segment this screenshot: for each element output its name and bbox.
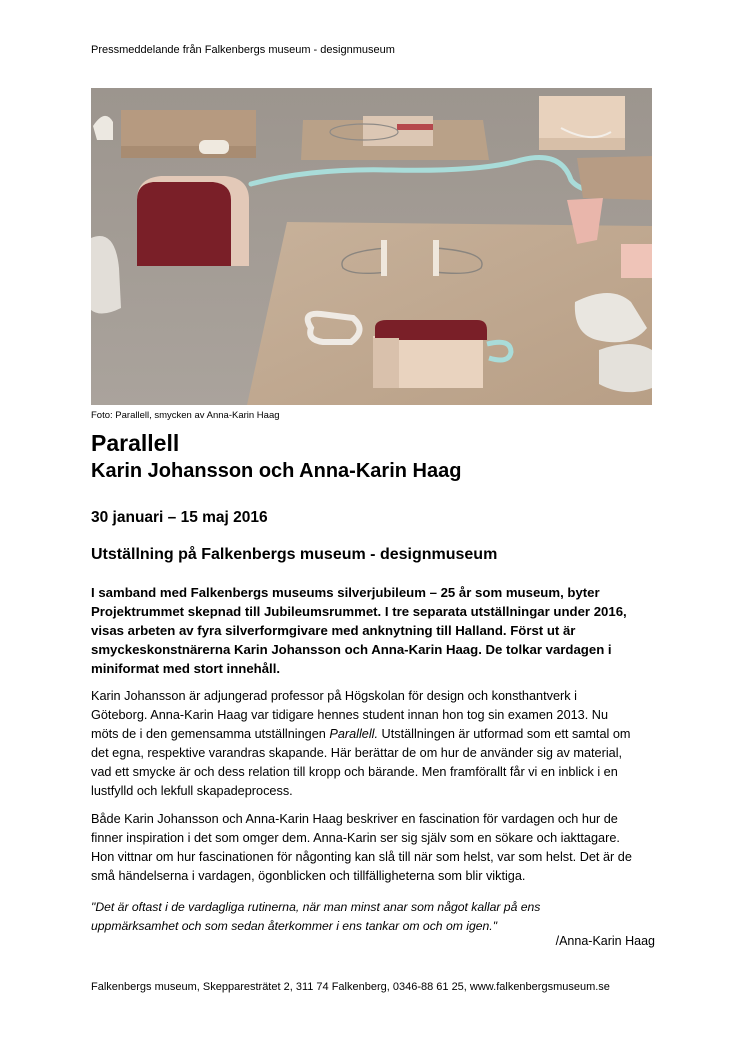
photo-caption: Foto: Parallell, smycken av Anna-Karin Haag — [91, 410, 280, 421]
white-sculpture-2 — [599, 344, 652, 392]
paragraph-line: lustfylld och lekfull skapadeprocess. — [91, 784, 293, 798]
paragraph-line — [91, 725, 661, 744]
paragraph-line: Hon vittnar om hur fascinationen för någonting kan slå till när som helst, var som helst. Det är de — [91, 850, 632, 864]
lead-line: Projektrummet skepnad till Jubileumsrummet. I tre separata utställningar under 2016, — [91, 604, 627, 619]
earring-left-bar — [381, 240, 387, 276]
document-header: Pressmeddelande från Falkenbergs museum - designmuseum — [91, 44, 395, 56]
quote-line: uppmärksamhet och som sedan återkommer i ens tankar om och om igen." — [91, 919, 498, 933]
section-heading: Utställning på Falkenbergs museum - designmuseum — [91, 546, 498, 563]
paragraph-text: Utställningen är utformad som ett samtal om — [378, 727, 631, 741]
page-title: Parallell — [91, 430, 180, 456]
box-top-right-side — [539, 138, 625, 150]
quote-line: "Det är oftast i de vardagliga rutinerna, när man minst anar som något kallar på ens — [91, 900, 541, 914]
exhibition-photo — [91, 88, 652, 405]
small-box-stripe — [397, 124, 433, 130]
paragraph-line: Karin Johansson är adjungerad professor på Högskolan för design och konsthantverk i — [91, 689, 577, 703]
pink-block — [621, 244, 652, 278]
page-subtitle: Karin Johansson och Anna-Karin Haag — [91, 460, 462, 482]
box-front-top — [375, 320, 487, 340]
lead-paragraph — [91, 583, 661, 678]
paragraph-line: det egna, respektive varandras skapande. Här berättar de om hur de använder sig av material, — [91, 746, 623, 760]
lead-line: smyckeskonstnärerna Karin Johansson och Anna-Karin Haag. De tolkar vardagen i — [91, 642, 612, 657]
paragraph-line: små händelserna i vardagen, ögonblicken och tillfälligheterna som blir viktiga. — [91, 869, 526, 883]
lead-line: visas arbeten av fyra silverformgivare med anknytning till Halland. Först ut är — [91, 623, 576, 638]
paragraph-line: Både Karin Johansson och Anna-Karin Haag beskriver en fascination för vardagen och hur de — [91, 812, 618, 826]
board-right — [577, 156, 652, 200]
footer-contact: Falkenbergs museum, Skepparesträtet 2, 311 74 Falkenberg, 0346-88 61 25, www.falkenbergsmuseum.se — [91, 981, 610, 993]
board-top-left-front — [121, 146, 256, 158]
body-paragraph-1 — [91, 687, 661, 801]
paragraph-line: Göteborg. Anna-Karin Haag var tidigare hennes student innan hon tog sin examen 2013. Nu — [91, 708, 609, 722]
exhibition-dates: 30 januari – 15 maj 2016 — [91, 509, 268, 526]
paragraph-line: finner inspiration i det som omger dem. Anna-Karin ser sig själv som en sökare och iakttagare. — [91, 831, 620, 845]
quote-author: /Anna-Karin Haag — [555, 934, 655, 948]
wine-red-face — [137, 182, 231, 266]
box-front-side — [373, 338, 399, 388]
paragraph-line: vad ett smycke är och dess relation till kropp och bärande. Men framförallt får vi en inblick i en — [91, 765, 618, 779]
board-top-left — [121, 110, 256, 152]
quote-block — [91, 898, 661, 936]
white-cylinder — [199, 140, 229, 154]
lead-line: I samband med Falkenbergs museums silverjubileum – 25 år som museum, byter — [91, 585, 600, 600]
lead-line: miniformat med stort innehåll. — [91, 661, 281, 676]
body-paragraph-2 — [91, 810, 661, 886]
earring-right-bar — [433, 240, 439, 276]
paragraph-text: möts de i den gemensamma utställningen — [91, 727, 330, 741]
exhibition-name-italic: Parallell. — [329, 727, 379, 741]
